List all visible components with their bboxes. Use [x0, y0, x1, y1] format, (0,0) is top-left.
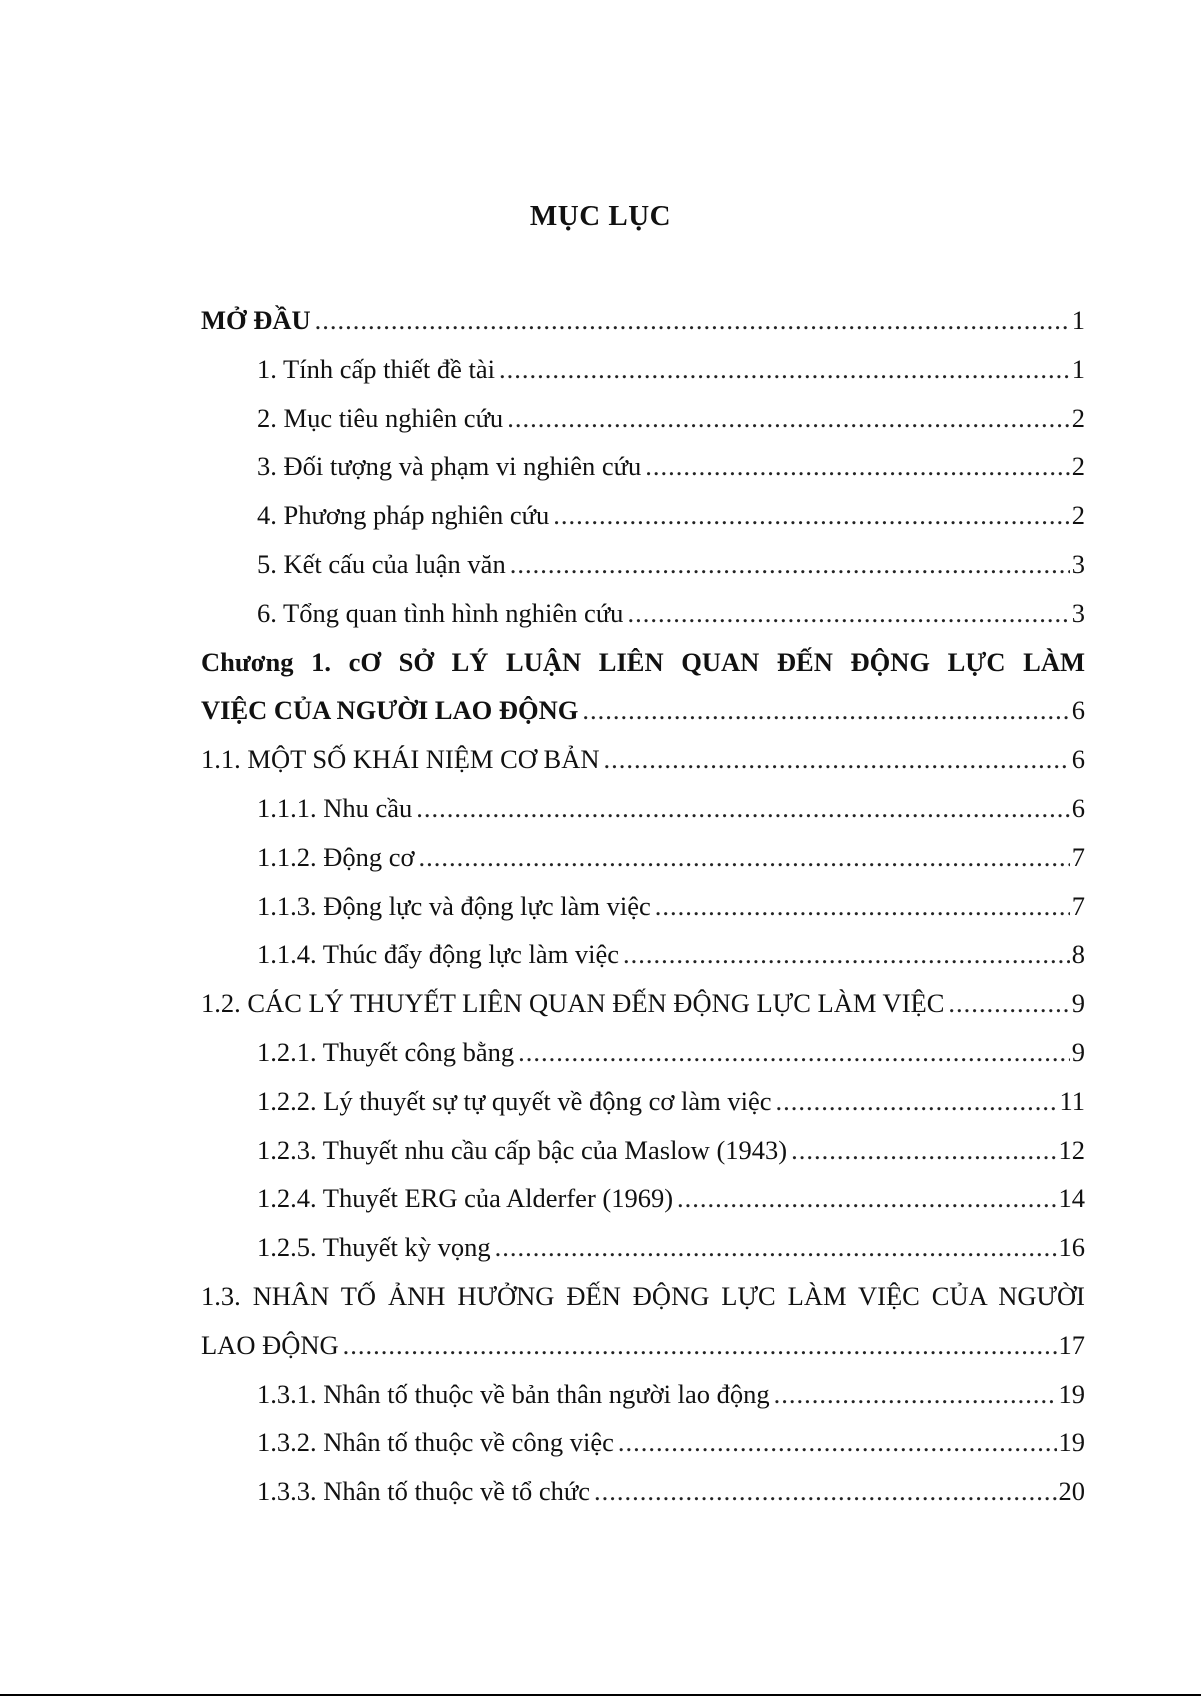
- toc-page-number: 3: [1071, 597, 1085, 628]
- toc-dot-leader: [594, 1467, 1056, 1516]
- toc-page-number: 6: [1071, 744, 1085, 775]
- toc-entry-label: MỞ ĐẦU: [201, 305, 311, 335]
- toc-entry-label: 1.2.3. Thuyết nhu cầu cấp bậc của Maslow (1943): [257, 1134, 788, 1165]
- toc-page-number: 2: [1071, 451, 1085, 482]
- toc-entry-label: VIỆC CỦA NGƯỜI LAO ĐỘNG: [201, 695, 579, 726]
- toc-entry[interactable]: [201, 394, 1085, 443]
- toc-page-number: 9: [1071, 1036, 1085, 1067]
- toc-dot-leader: [495, 1223, 1057, 1272]
- toc-entry-label: 1.1.2. Động cơ: [257, 841, 415, 872]
- toc-page-number: 6: [1071, 695, 1085, 726]
- toc-page-number: 12: [1058, 1134, 1085, 1165]
- toc-dot-leader: [518, 1028, 1070, 1077]
- toc-page-number: 11: [1059, 1085, 1085, 1116]
- toc-entry[interactable]: [201, 1418, 1085, 1467]
- toc-dot-leader: [343, 1321, 1057, 1370]
- toc-dot-leader: [618, 1418, 1057, 1467]
- toc-entry-label: 6. Tổng quan tình hình nghiên cứu: [257, 597, 624, 628]
- toc-page-number: 16: [1058, 1232, 1085, 1263]
- toc-dot-leader: [677, 1174, 1056, 1223]
- toc-entry-label: 1.1.1. Nhu cầu: [257, 792, 413, 823]
- toc-dot-leader: [499, 345, 1070, 394]
- toc-entry-label: 3. Đối tượng và phạm vi nghiên cứu: [257, 451, 642, 482]
- toc-entry-label: 1.3.2. Nhân tố thuộc về công việc: [257, 1427, 614, 1458]
- toc-entry[interactable]: [201, 345, 1085, 394]
- toc-page-number: 17: [1058, 1329, 1085, 1360]
- toc-dot-leader: [510, 540, 1070, 589]
- toc-entry-label: 1.1.3. Động lực và động lực làm việc: [257, 890, 651, 921]
- toc-dot-leader: [315, 296, 1070, 345]
- toc-page-number: 19: [1058, 1427, 1085, 1458]
- toc-entry[interactable]: [201, 1126, 1085, 1175]
- toc-page-number: 8: [1071, 939, 1085, 970]
- toc-entry-label: 1.1. MỘT SỐ KHÁI NIỆM CƠ BẢN: [201, 744, 600, 775]
- toc-entry[interactable]: [201, 735, 1085, 784]
- toc-page-number: 20: [1058, 1476, 1085, 1507]
- toc-page-number: 7: [1071, 841, 1085, 872]
- toc-entry-label: 1.3.3. Nhân tố thuộc về tổ chức: [257, 1476, 591, 1507]
- page-title: MỤC LỤC: [529, 200, 672, 232]
- toc-entry[interactable]: [201, 589, 1085, 638]
- toc-entry[interactable]: [201, 1174, 1085, 1223]
- toc-dot-leader: [604, 735, 1070, 784]
- toc-entry-label: 1.2.5. Thuyết kỳ vọng: [257, 1232, 491, 1263]
- toc-entry-label: 1. Tính cấp thiết đề tài: [257, 353, 495, 384]
- toc-dot-leader: [627, 589, 1069, 638]
- toc-entry[interactable]: [201, 1077, 1085, 1126]
- toc-entry-label: 1.3. NHÂN TỐ ẢNH HƯỞNG ĐẾN ĐỘNG LỰC LÀM VIỆC CỦA NGƯỜI: [201, 1280, 1085, 1311]
- toc-entry[interactable]: [201, 979, 1085, 1028]
- toc-entry-label: 5. Kết cấu của luận văn: [257, 548, 506, 579]
- toc-entry-label: 1.2.1. Thuyết công bằng: [257, 1036, 515, 1067]
- toc-entry-label: LAO ĐỘNG: [201, 1329, 339, 1360]
- toc-entry[interactable]: [201, 540, 1085, 589]
- toc-dot-leader: [791, 1126, 1056, 1175]
- toc-dot-leader: [419, 833, 1070, 882]
- toc-page-number: 7: [1071, 890, 1085, 921]
- toc-dot-leader: [774, 1370, 1057, 1419]
- toc-entry-label: 1.3.1. Nhân tố thuộc về bản thân người lao động: [257, 1378, 770, 1409]
- page-bottom-edge: [0, 1694, 1201, 1696]
- toc-entry[interactable]: [201, 1321, 1085, 1370]
- toc-entry-label: 1.2.2. Lý thuyết sự tự quyết về động cơ làm việc: [257, 1085, 772, 1116]
- toc-entry-label: 2. Mục tiêu nghiên cứu: [257, 402, 504, 433]
- toc-entry[interactable]: [201, 296, 1085, 345]
- toc-dot-leader: [776, 1077, 1058, 1126]
- toc-entry[interactable]: [201, 930, 1085, 979]
- toc-page-number: 1: [1071, 305, 1085, 335]
- toc-entry[interactable]: [201, 882, 1085, 931]
- toc-page-number: 1: [1071, 353, 1085, 384]
- toc-entry[interactable]: [201, 638, 1085, 687]
- toc-entry[interactable]: [201, 1028, 1085, 1077]
- toc-dot-leader: [645, 442, 1070, 491]
- toc-dot-leader: [507, 394, 1070, 443]
- toc-entry[interactable]: [201, 833, 1085, 882]
- toc-entry[interactable]: [201, 1467, 1085, 1516]
- toc-page-number: 19: [1058, 1378, 1085, 1409]
- table-of-contents: [201, 296, 1085, 1516]
- toc-entry[interactable]: [201, 1370, 1085, 1419]
- toc-dot-leader: [416, 784, 1069, 833]
- toc-entry-label: 4. Phương pháp nghiên cứu: [257, 500, 550, 531]
- toc-dot-leader: [948, 979, 1069, 1028]
- toc-dot-leader: [623, 930, 1070, 979]
- toc-entry[interactable]: [201, 686, 1085, 735]
- toc-page-number: 9: [1071, 988, 1085, 1019]
- toc-page-number: 2: [1071, 402, 1085, 433]
- toc-entry-label: 1.2. CÁC LÝ THUYẾT LIÊN QUAN ĐẾN ĐỘNG LỰC LÀM VIỆC: [201, 988, 945, 1019]
- toc-dot-leader: [655, 882, 1070, 931]
- toc-page-number: 6: [1071, 792, 1085, 823]
- toc-entry-label: 1.1.4. Thúc đẩy động lực làm việc: [257, 939, 619, 970]
- toc-entry[interactable]: [201, 784, 1085, 833]
- toc-entry[interactable]: [201, 1223, 1085, 1272]
- toc-page-number: 14: [1058, 1183, 1085, 1214]
- toc-entry[interactable]: [201, 442, 1085, 491]
- toc-entry-label: 1.2.4. Thuyết ERG của Alderfer (1969): [257, 1183, 674, 1214]
- toc-dot-leader: [582, 686, 1069, 735]
- toc-entry-label: Chương 1. cƠ SỞ LÝ LUẬN LIÊN QUAN ĐẾN ĐỘNG LỰC LÀM: [201, 646, 1085, 677]
- toc-entry[interactable]: [201, 491, 1085, 540]
- toc-dot-leader: [553, 491, 1069, 540]
- toc-page-number: 2: [1071, 500, 1085, 531]
- toc-page-number: 3: [1071, 548, 1085, 579]
- toc-entry[interactable]: [201, 1272, 1085, 1321]
